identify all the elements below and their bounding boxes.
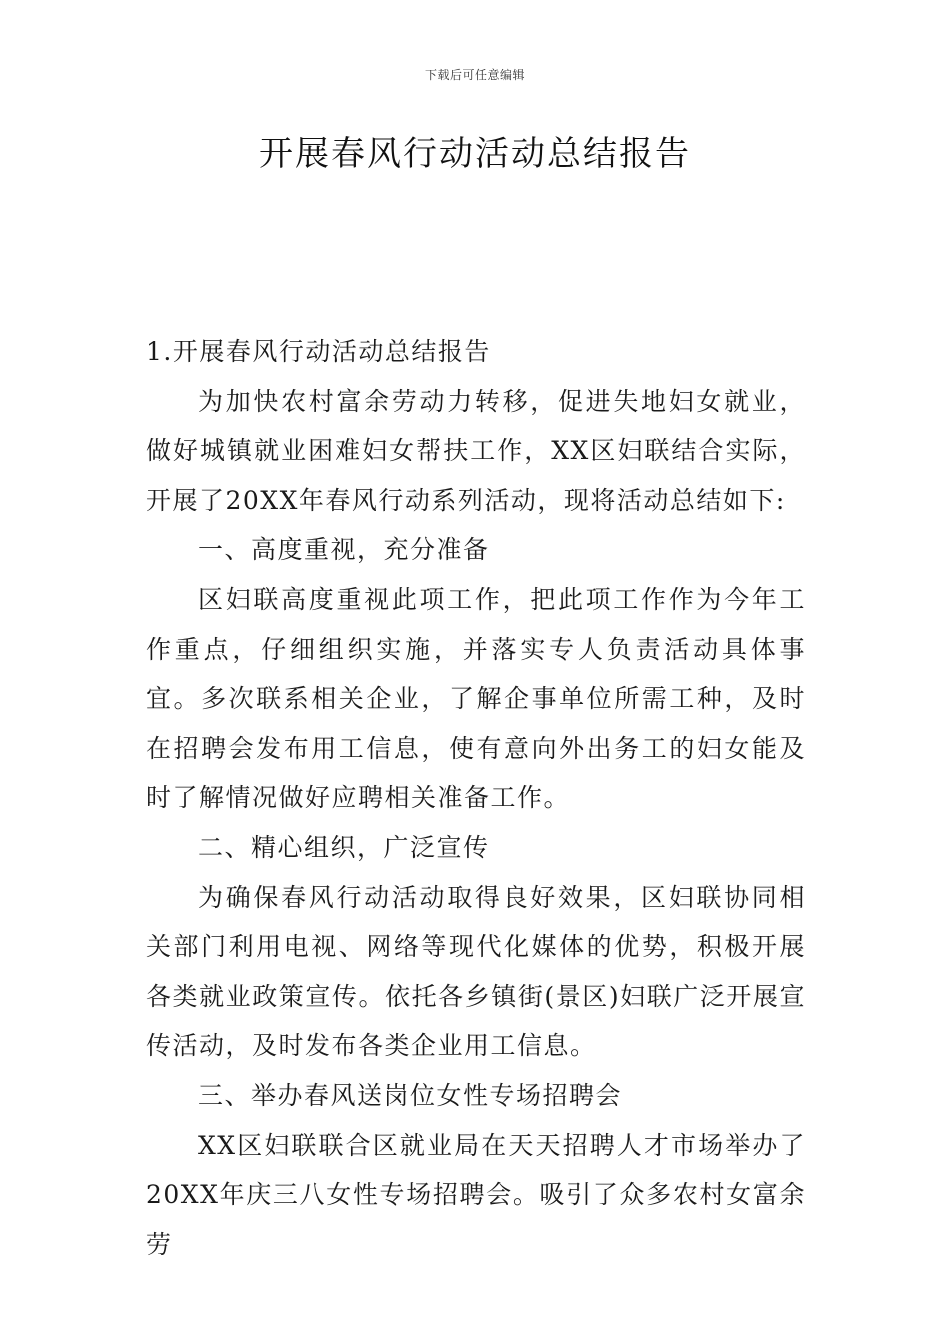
paragraph: 区妇联高度重视此项工作，把此项工作作为今年工作重点，仔细组织实施，并落实专人负责活动具体事宜。多次联系相关企业，了解企事单位所需工种，及时在招聘会发布用工信息，使有意向外出务工的妇女能及时了解情况做好应聘相关准备工作。 — [146, 584, 806, 813]
paragraph: 为加快农村富余劳动力转移，促进失地妇女就业，做好城镇就业困难妇女帮扶工作，XX区妇联结合实际，开展了20XX年春风行动系列活动，现将活动总结如下: — [146, 386, 806, 515]
section-heading: 1.开展春风行动活动总结报告 — [146, 337, 491, 366]
section-heading: 三、举办春风送岗位女性专场招聘会 — [198, 1080, 623, 1110]
document-title: 开展春风行动活动总结报告 — [259, 134, 691, 174]
paragraph: 为确保春风行动活动取得良好效果，区妇联协同相关部门利用电视、网络等现代化媒体的优势，积极开展各类就业政策宣传。依托各乡镇街(景区)妇联广泛开展宣传活动，及时发布各类企业用工信息。 — [146, 882, 806, 1061]
document-body — [146, 327, 806, 1269]
header-note: 下载后可任意编辑 — [424, 68, 525, 82]
section-heading: 一、高度重视，充分准备 — [198, 535, 490, 565]
paragraph: XX区妇联联合区就业局在天天招聘人才市场举办了20XX年庆三八女性专场招聘会。吸引了众多农村女富余劳 — [146, 1130, 806, 1259]
section-heading: 二、精心组织，广泛宣传 — [198, 832, 490, 862]
